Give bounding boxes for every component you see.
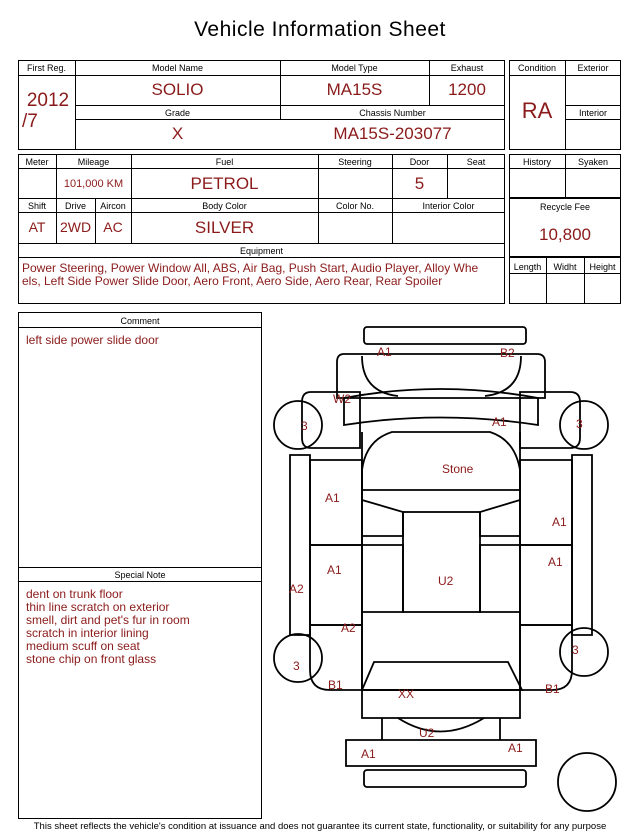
equipment-label: Equipment bbox=[239, 246, 284, 256]
aircon-label: Aircon bbox=[100, 201, 126, 211]
body-color-value: SILVER bbox=[194, 218, 255, 237]
mark-windshield: Stone bbox=[442, 462, 474, 476]
mark-rear-left: B1 bbox=[328, 678, 343, 692]
shift-label: Shift bbox=[27, 201, 46, 211]
seat-label: Seat bbox=[466, 157, 486, 167]
first-reg-month: /7 bbox=[22, 111, 38, 132]
mark-tailgate: U2 bbox=[419, 726, 435, 740]
height-label: Height bbox=[589, 262, 616, 272]
special-note-line: stone chip on front glass bbox=[26, 652, 157, 666]
model-type-label: Model Type bbox=[331, 63, 378, 73]
comment-box bbox=[18, 312, 262, 819]
equipment-line-2: els, Left Side Power Slide Door, Aero Front, Aero Side, Aero Rear, Rear Spoiler bbox=[22, 274, 443, 288]
first-reg-label: First Reg. bbox=[26, 63, 66, 73]
body-color-label: Body Color bbox=[202, 201, 247, 211]
fuel-label: Fuel bbox=[215, 157, 234, 167]
model-name-label: Model Name bbox=[151, 63, 204, 73]
exhaust-value: 1200 bbox=[448, 80, 486, 99]
sill-right bbox=[572, 455, 592, 635]
width-label: Widht bbox=[553, 262, 577, 272]
special-note-line: smell, dirt and pet's fur in room bbox=[26, 613, 190, 627]
disclaimer-footer: This sheet reflects the vehicle's condition at issuance and does not guarantee its current state, functionality, or suitability for any purpose bbox=[33, 821, 607, 832]
sheet-title: Vehicle Information Sheet bbox=[194, 18, 446, 41]
recycle-fee-label: Recycle Fee bbox=[539, 202, 591, 212]
hood bbox=[344, 389, 538, 425]
mark-wheel-fr: 3 bbox=[576, 417, 583, 431]
drive-value: 2WD bbox=[59, 219, 92, 235]
condition-label: Condition bbox=[517, 63, 557, 73]
sill-left bbox=[290, 455, 310, 635]
meter-label: Meter bbox=[25, 157, 49, 167]
body-outline bbox=[362, 432, 520, 690]
mark-rear-bumper-left: A1 bbox=[361, 747, 376, 761]
mark-fender-front-left: W2 bbox=[333, 392, 351, 406]
special-note-list bbox=[26, 588, 256, 666]
model-type-value: MA15S bbox=[326, 80, 383, 99]
front-bumper-strip bbox=[364, 327, 526, 344]
special-note-line: dent on trunk floor bbox=[26, 587, 123, 601]
equipment-line-1: Power Steering, Power Window All, ABS, Air Bag, Push Start, Audio Player, Alloy Whe bbox=[22, 261, 479, 275]
mark-door-rr: A1 bbox=[548, 555, 563, 569]
chassis-label: Chassis Number bbox=[359, 108, 426, 118]
special-note-label: Special Note bbox=[114, 570, 166, 580]
door-value: 5 bbox=[414, 174, 425, 193]
mark-wheel-fl: 3 bbox=[301, 419, 308, 433]
tailgate bbox=[362, 690, 520, 718]
roof bbox=[403, 512, 480, 612]
door-rear-left bbox=[310, 545, 362, 625]
steering-label: Steering bbox=[338, 157, 372, 167]
mark-front-bumper-right: B2 bbox=[500, 346, 515, 360]
model-name-value: SOLIO bbox=[151, 80, 204, 99]
color-no-label: Color No. bbox=[335, 201, 374, 211]
wheel-rear-left bbox=[274, 634, 322, 682]
mark-wheel-rr: 3 bbox=[572, 643, 579, 657]
shift-value: AT bbox=[28, 219, 46, 235]
mark-door-rl: A1 bbox=[327, 563, 342, 577]
special-note-line: thin line scratch on exterior bbox=[26, 600, 170, 614]
rear-glass bbox=[362, 662, 522, 690]
chassis-value: MA15S-203077 bbox=[333, 124, 452, 143]
mileage-label: Mileage bbox=[77, 157, 110, 167]
condition-grade: RA bbox=[521, 98, 553, 123]
comment-text: left side power slide door bbox=[26, 333, 159, 347]
fender-front-right bbox=[520, 392, 580, 448]
aircon-value: AC bbox=[103, 219, 123, 235]
quarter-rear-right bbox=[520, 625, 572, 690]
mark-roof: U2 bbox=[438, 574, 454, 588]
mark-wheel-rl: 3 bbox=[293, 659, 300, 673]
wheel-spare bbox=[558, 753, 616, 811]
door-label: Door bbox=[409, 157, 430, 167]
exhaust-label: Exhaust bbox=[450, 63, 484, 73]
mark-rear-bumper-right: A1 bbox=[508, 741, 523, 755]
syaken-label: Syaken bbox=[577, 157, 609, 167]
door-front-right bbox=[520, 460, 572, 545]
door-rear-right bbox=[520, 545, 572, 625]
recycle-fee-value: 10,800 bbox=[539, 225, 591, 244]
fender-front-left bbox=[302, 392, 360, 448]
rear-bumper-strip bbox=[364, 770, 526, 787]
special-note-line: medium scuff on seat bbox=[26, 639, 140, 653]
mark-rear-glass: XX bbox=[398, 687, 415, 701]
mark-door-fr: A1 bbox=[552, 515, 567, 529]
wheel-front-right bbox=[560, 401, 608, 449]
length-label: Length bbox=[513, 262, 542, 272]
first-reg-year: 2012 bbox=[26, 90, 70, 111]
mark-front-bumper: A1 bbox=[377, 345, 392, 359]
interior-color-label: Interior Color bbox=[422, 201, 475, 211]
history-label: History bbox=[522, 157, 551, 167]
exterior-label: Exterior bbox=[577, 63, 609, 73]
fuel-value: PETROL bbox=[190, 174, 259, 193]
drive-label: Drive bbox=[64, 201, 86, 211]
front-bumper bbox=[337, 354, 545, 398]
special-note-line: scratch in interior lining bbox=[26, 626, 149, 640]
comment-label: Comment bbox=[120, 316, 160, 326]
mark-rear-right: B1 bbox=[545, 682, 560, 696]
mileage-value: 101,000 KM bbox=[63, 178, 124, 190]
windshield bbox=[362, 432, 520, 490]
interior-label: Interior bbox=[578, 108, 607, 118]
car-damage-diagram bbox=[268, 322, 632, 818]
mark-fender-front-right: A1 bbox=[492, 415, 507, 429]
mark-side-left: A2 bbox=[289, 582, 304, 596]
mark-quarter-left: A2 bbox=[341, 621, 356, 635]
grade-label: Grade bbox=[164, 108, 190, 118]
mark-door-fl: A1 bbox=[325, 491, 340, 505]
wheel-front-left bbox=[274, 401, 322, 449]
grade-value: X bbox=[171, 124, 184, 143]
